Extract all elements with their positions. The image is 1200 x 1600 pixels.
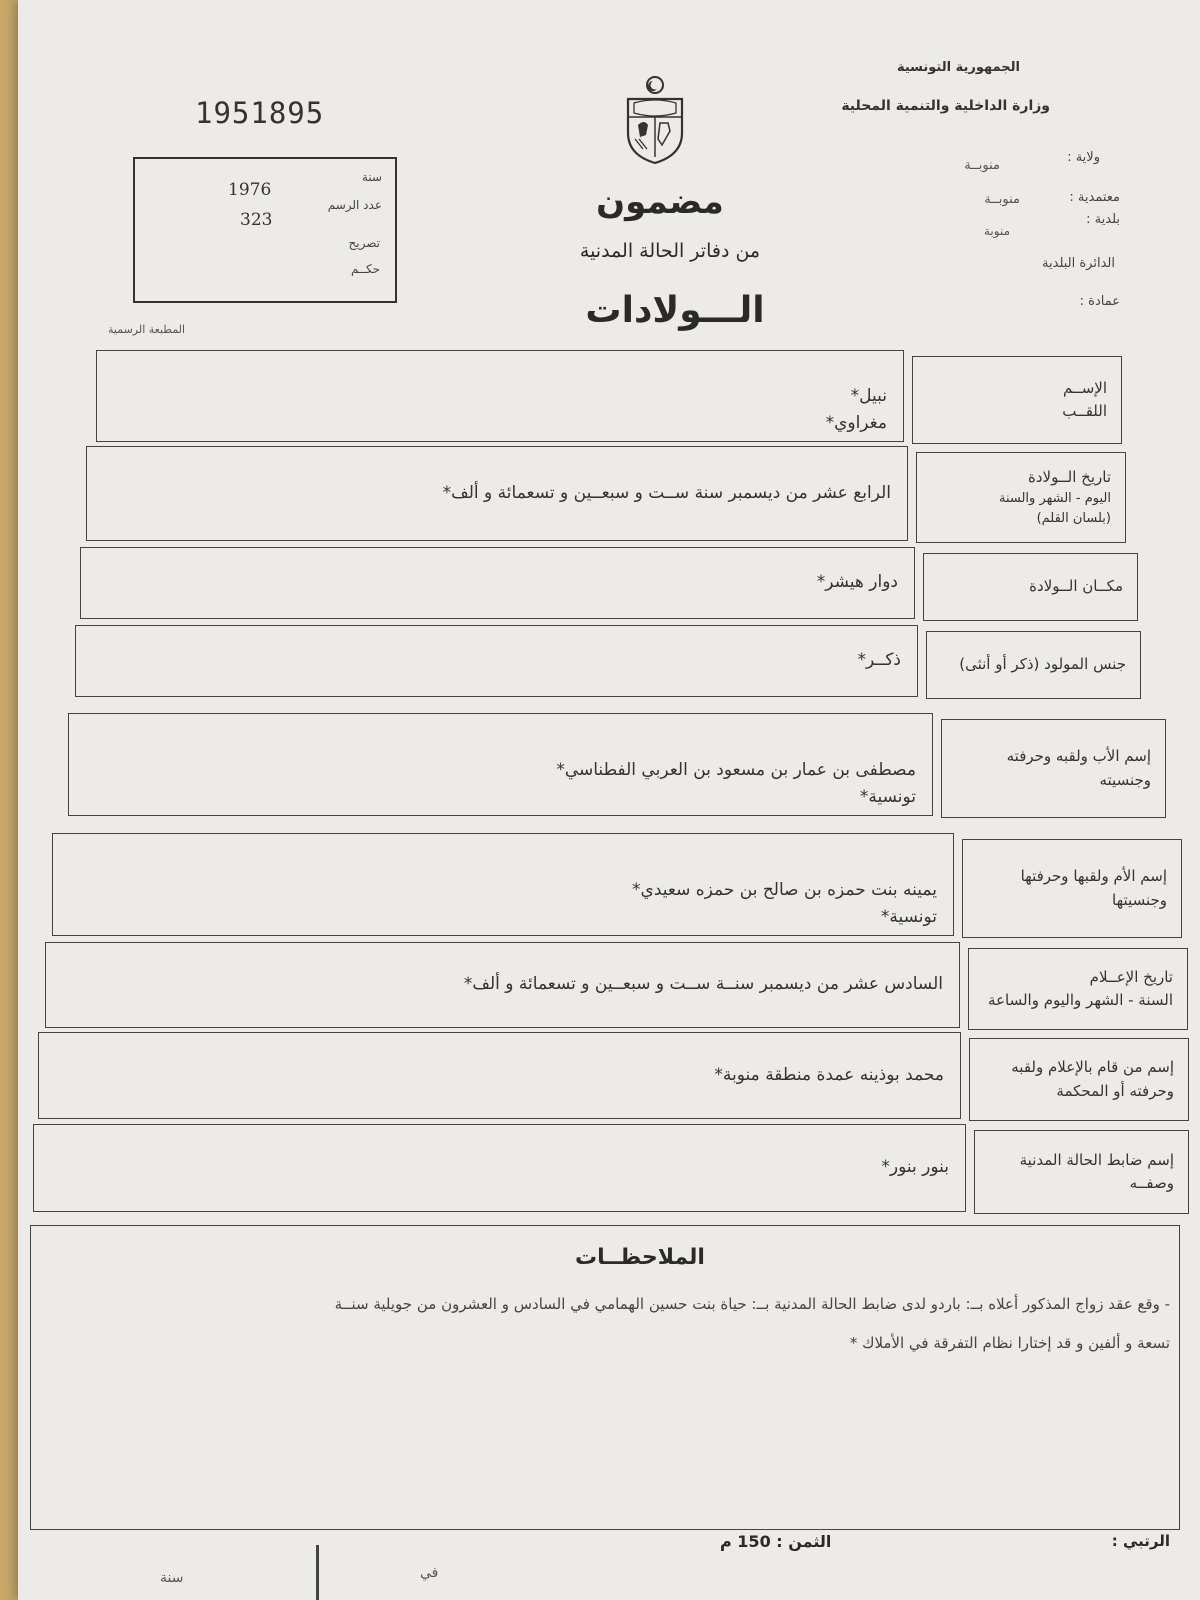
coat-of-arms-emblem xyxy=(620,75,690,167)
remarks-text xyxy=(40,1285,1170,1363)
remarks-title: الملاحظــات xyxy=(575,1245,705,1270)
registers-subtitle: من دفاتر الحالة المدنية xyxy=(579,240,761,262)
field-value-box xyxy=(75,625,918,697)
field-label-box xyxy=(941,719,1166,818)
receipt-label: الرتبي : xyxy=(1111,1532,1170,1550)
field-label-box xyxy=(912,356,1122,444)
field-value-line: بنور بنور* xyxy=(881,1157,949,1178)
field-label-line: السنة - الشهر واليوم والساعة xyxy=(988,991,1173,1009)
field-value-box xyxy=(80,547,915,619)
registration-box xyxy=(133,157,397,303)
field-label-line: إسم الأب ولقبه وحرفته xyxy=(1006,747,1151,766)
official-press-label: المطبعة الرسمية xyxy=(108,323,186,336)
ministry-heading: وزارة الداخلية والتنمية المحلية xyxy=(841,98,1050,114)
field-value-line: محمد بوذينه عمدة منطقة منوبة* xyxy=(714,1064,944,1085)
governorate-label: ولاية : xyxy=(1067,150,1100,165)
record-label: عدد الرسم xyxy=(327,198,382,212)
district-label: الدائرة البلدية xyxy=(1042,256,1115,271)
field-label-line: وحرفته أو المحكمة xyxy=(1056,1081,1174,1100)
field-value-box xyxy=(68,713,933,816)
field-value-box xyxy=(96,350,904,442)
field-value-box xyxy=(52,833,954,936)
field-label-line: الإســم xyxy=(1062,378,1107,397)
field-label-box xyxy=(974,1130,1189,1214)
field-label-box xyxy=(923,553,1138,621)
field-value-line: تونسية* xyxy=(880,906,937,927)
field-label-line: مكــان الــولادة xyxy=(1029,577,1123,596)
field-label-line: إسم من قام بالإعلام ولقبه xyxy=(1011,1058,1174,1077)
extract-title: مضمون xyxy=(596,182,724,222)
field-label-box xyxy=(916,452,1126,543)
year-label: سنة xyxy=(361,170,382,184)
field-value-line: دوار هيشر* xyxy=(816,572,898,593)
field-value-box xyxy=(33,1124,966,1212)
field-label-line: تاريخ الــولادة xyxy=(1028,467,1111,486)
field-value-box xyxy=(45,942,960,1028)
delegation-label: معتمدية : xyxy=(1069,190,1120,205)
municipality-value: منوبة xyxy=(983,224,1010,238)
remarks-line-1: - وقع عقد زواج المذكور أعلاه بــ: باردو لدى ضابط الحالة المدنية بــ: حياة بنت حسين الهمامي في السادس و العشرون من جويلية سنــة xyxy=(334,1295,1170,1313)
field-value-line: تونسية* xyxy=(859,786,916,807)
field-label-box xyxy=(926,631,1141,699)
births-title: الـــولادات xyxy=(585,290,765,331)
field-value-box xyxy=(86,446,908,541)
field-label-line: اللقــب xyxy=(1062,402,1107,420)
field-label-line: تاريخ الإعــلام xyxy=(1089,967,1173,986)
remarks-box xyxy=(30,1225,1180,1530)
serial-number: 1951895 xyxy=(195,96,325,130)
judgment-label: حكــم xyxy=(350,262,380,276)
field-label-line: (بلسان القلم) xyxy=(1036,511,1111,527)
footer-divider xyxy=(316,1545,319,1600)
field-label-box xyxy=(962,839,1182,938)
field-value-line: ذكــر* xyxy=(857,650,901,671)
delegation-value: منوبــة xyxy=(984,192,1020,207)
field-value-line: مغراوي* xyxy=(825,412,887,433)
declaration-label: تصريح xyxy=(348,236,380,250)
governorate-value: منوبــة xyxy=(964,158,1000,173)
record-value: 323 xyxy=(240,210,273,230)
field-label-line: وصفــه xyxy=(1129,1174,1174,1192)
republic-heading: الجمهورية التونسية xyxy=(896,60,1020,75)
field-label-box xyxy=(969,1038,1189,1121)
field-value-line: السادس عشر من ديسمبر سنــة ســت و سبعــين و تسعمائة و ألف* xyxy=(463,974,943,995)
sector-label: عمادة : xyxy=(1079,294,1120,309)
municipality-label: بلدية : xyxy=(1086,212,1120,227)
year-value: 1976 xyxy=(228,180,272,200)
remarks-line-2: تسعة و ألفين و قد إختارا نظام التفرقة في الأملاك * xyxy=(849,1334,1170,1352)
field-value-line: يمينه بنت حمزه بن صالح بن حمزه سعيدي* xyxy=(632,879,937,900)
field-value-box xyxy=(38,1032,961,1119)
footer-year-label: سنة xyxy=(160,1570,184,1586)
field-value-line: نبيل* xyxy=(850,385,887,406)
field-label-line: إسم الأم ولقبها وحرفتها xyxy=(1020,867,1167,886)
field-value-line: مصطفى بن عمار بن مسعود بن العربي الفطناسي* xyxy=(556,759,916,780)
field-label-line: جنس المولود (ذكر أو أنثى) xyxy=(959,655,1126,674)
price-label: الثمن : 150 م xyxy=(720,1532,832,1551)
field-label-box xyxy=(968,948,1188,1030)
footer-other-label: في xyxy=(420,1565,439,1581)
field-label-line: وجنسيته xyxy=(1099,770,1151,789)
field-label-line: اليوم - الشهر والسنة xyxy=(998,490,1111,506)
field-label-line: وجنسيتها xyxy=(1112,890,1167,909)
field-value-line: الرابع عشر من ديسمبر سنة ســت و سبعــين و تسعمائة و ألف* xyxy=(442,482,891,503)
field-label-line: إسم ضابط الحالة المدنية xyxy=(1019,1150,1174,1169)
